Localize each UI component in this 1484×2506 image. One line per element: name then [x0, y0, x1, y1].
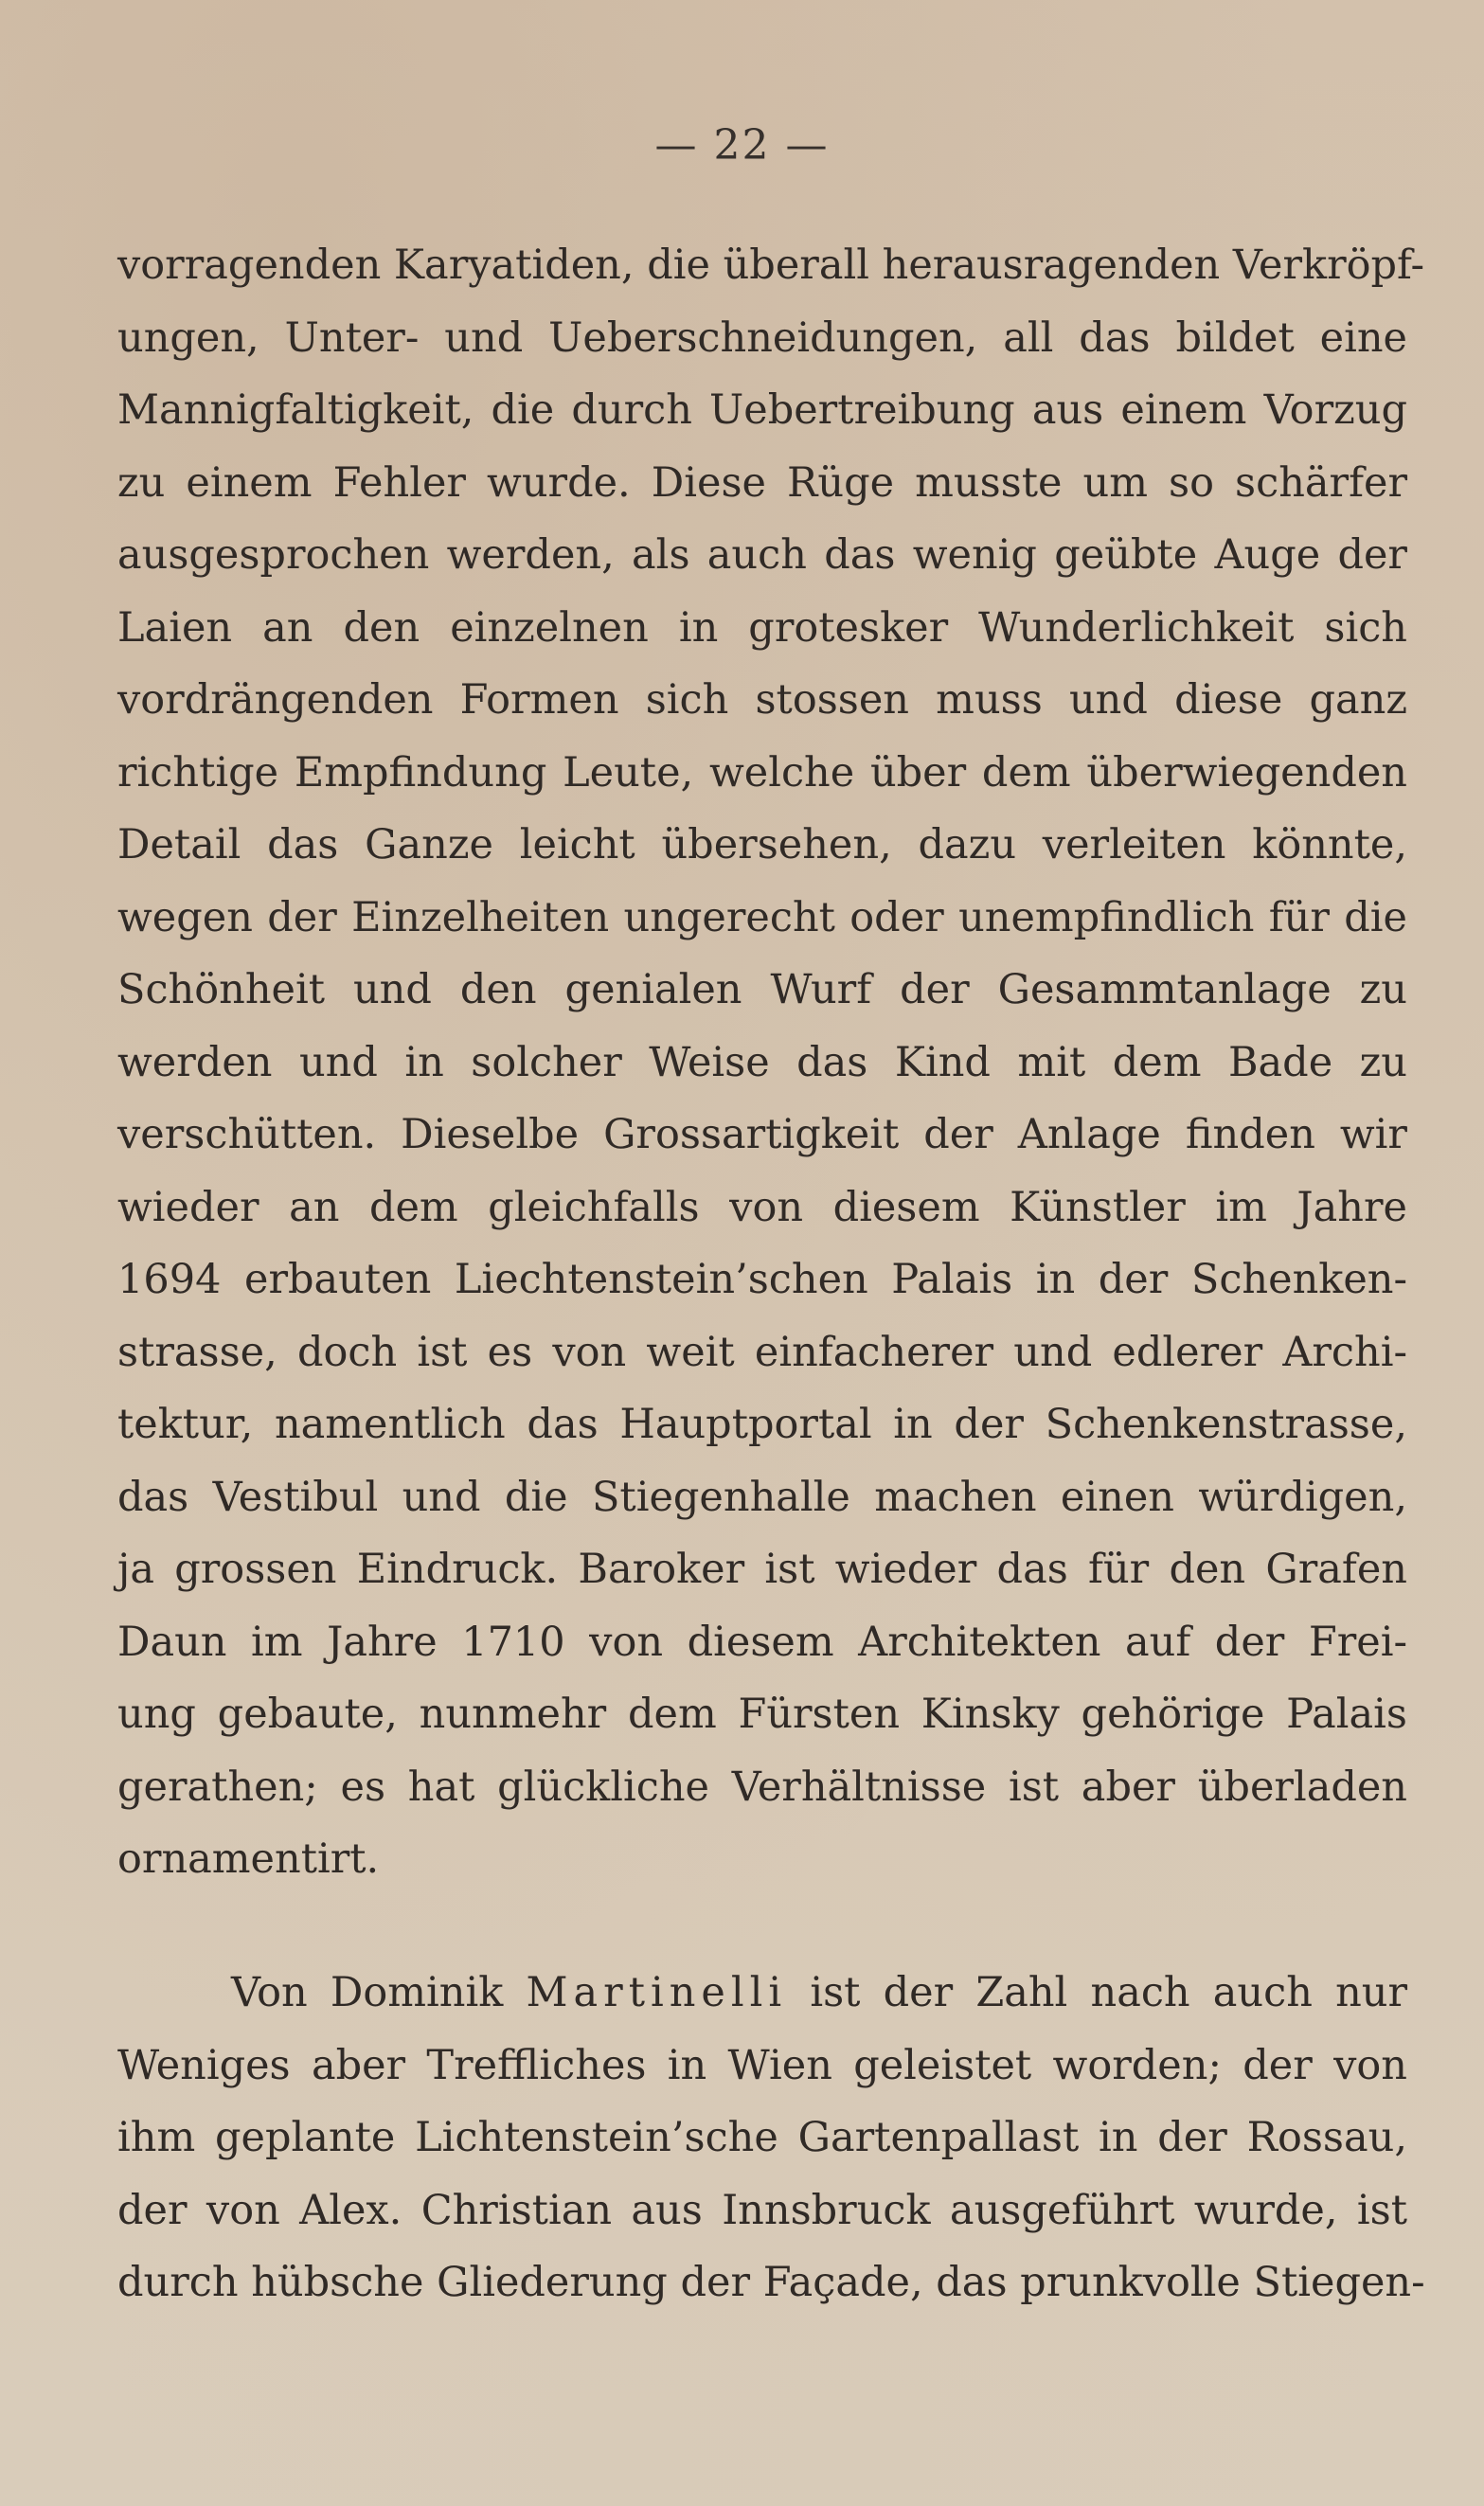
text-line: der von Alex. Christian aus Innsbruck ausgeführt wurde, ist	[117, 2186, 1407, 2234]
page-number: — 22 —	[654, 121, 830, 170]
text-line: strasse, doch ist es von weit einfacherer und edlerer Archi-	[117, 1328, 1407, 1376]
paragraph-2	[117, 1957, 1425, 2319]
text-line: ornamentirt.	[117, 1835, 380, 1883]
text-fragment: ist der Zahl nach auch nur	[810, 1969, 1408, 2016]
text-line-first	[117, 1957, 1407, 2030]
text-line: das Vestibul und die Stiegenhalle machen einen würdigen,	[117, 1473, 1407, 1521]
text-line: richtige Empfindung Leute, welche über dem überwiegenden	[117, 748, 1407, 797]
text-line: vordrängenden Formen sich stossen muss und diese ganz	[117, 676, 1407, 724]
text-line: ja grossen Eindruck. Baroker ist wieder das für den Grafen	[117, 1546, 1407, 1593]
architect-name: Martinelli	[526, 1969, 788, 2016]
text-line: werden und in solcher Weise das Kind mit dem Bade zu	[117, 1038, 1407, 1086]
text-line: verschütten. Dieselbe Grossartigkeit der Anlage finden wir	[117, 1111, 1407, 1158]
text-line: ihm geplante Lichtenstein’sche Gartenpallast in der Rossau,	[117, 2114, 1407, 2161]
text-line: Laien an den einzelnen in grotesker Wunderlichkeit sich	[117, 603, 1407, 652]
text-line: 1694 erbauten Liechtenstein’schen Palais in der Schenken-	[117, 1256, 1407, 1303]
text-line: Daun im Jahre 1710 von diesem Architekten auf der Frei-	[117, 1618, 1407, 1666]
text-line: Weniges aber Treffliches in Wien geleistet worden; der von	[117, 2041, 1407, 2089]
text-line: tektur, namentlich das Hauptportal in der Schenkenstrasse,	[117, 1401, 1407, 1448]
text-line: zu einem Fehler wurde. Diese Rüge musste um so schärfer	[117, 458, 1407, 507]
text-line: wegen der Einzelheiten ungerecht oder unempfindlich für die	[117, 893, 1407, 941]
text-line: ung gebaute, nunmehr dem Fürsten Kinsky gehörige Palais	[117, 1691, 1407, 1738]
text-line: Detail das Ganze leicht übersehen, dazu verleiten könnte,	[117, 821, 1407, 868]
text-line: Schönheit und den genialen Wurf der Gesammtanlage zu	[117, 966, 1407, 1013]
text-line: ausgesprochen werden, als auch das wenig geübte Auge der	[117, 531, 1407, 579]
text-line: wieder an dem gleichfalls von diesem Künstler im Jahre	[117, 1183, 1407, 1231]
text-line: vorragenden Karyatiden, die überall herausragenden Verkröpf-	[117, 242, 1424, 289]
text-line: ungen, Unter- und Ueberschneidungen, all das bildet eine	[117, 313, 1407, 362]
text-line: Mannigfaltigkeit, die durch Uebertreibung aus einem Vorzug	[117, 386, 1407, 434]
text-fragment: Von Dominik	[231, 1969, 504, 2016]
text-line: durch hübsche Gliederung der Façade, das prunkvolle Stiegen-	[117, 2259, 1425, 2306]
paragraph-1	[117, 229, 1424, 1896]
text-line: gerathen; es hat glückliche Verhältnisse ist aber überladen	[117, 1763, 1407, 1811]
